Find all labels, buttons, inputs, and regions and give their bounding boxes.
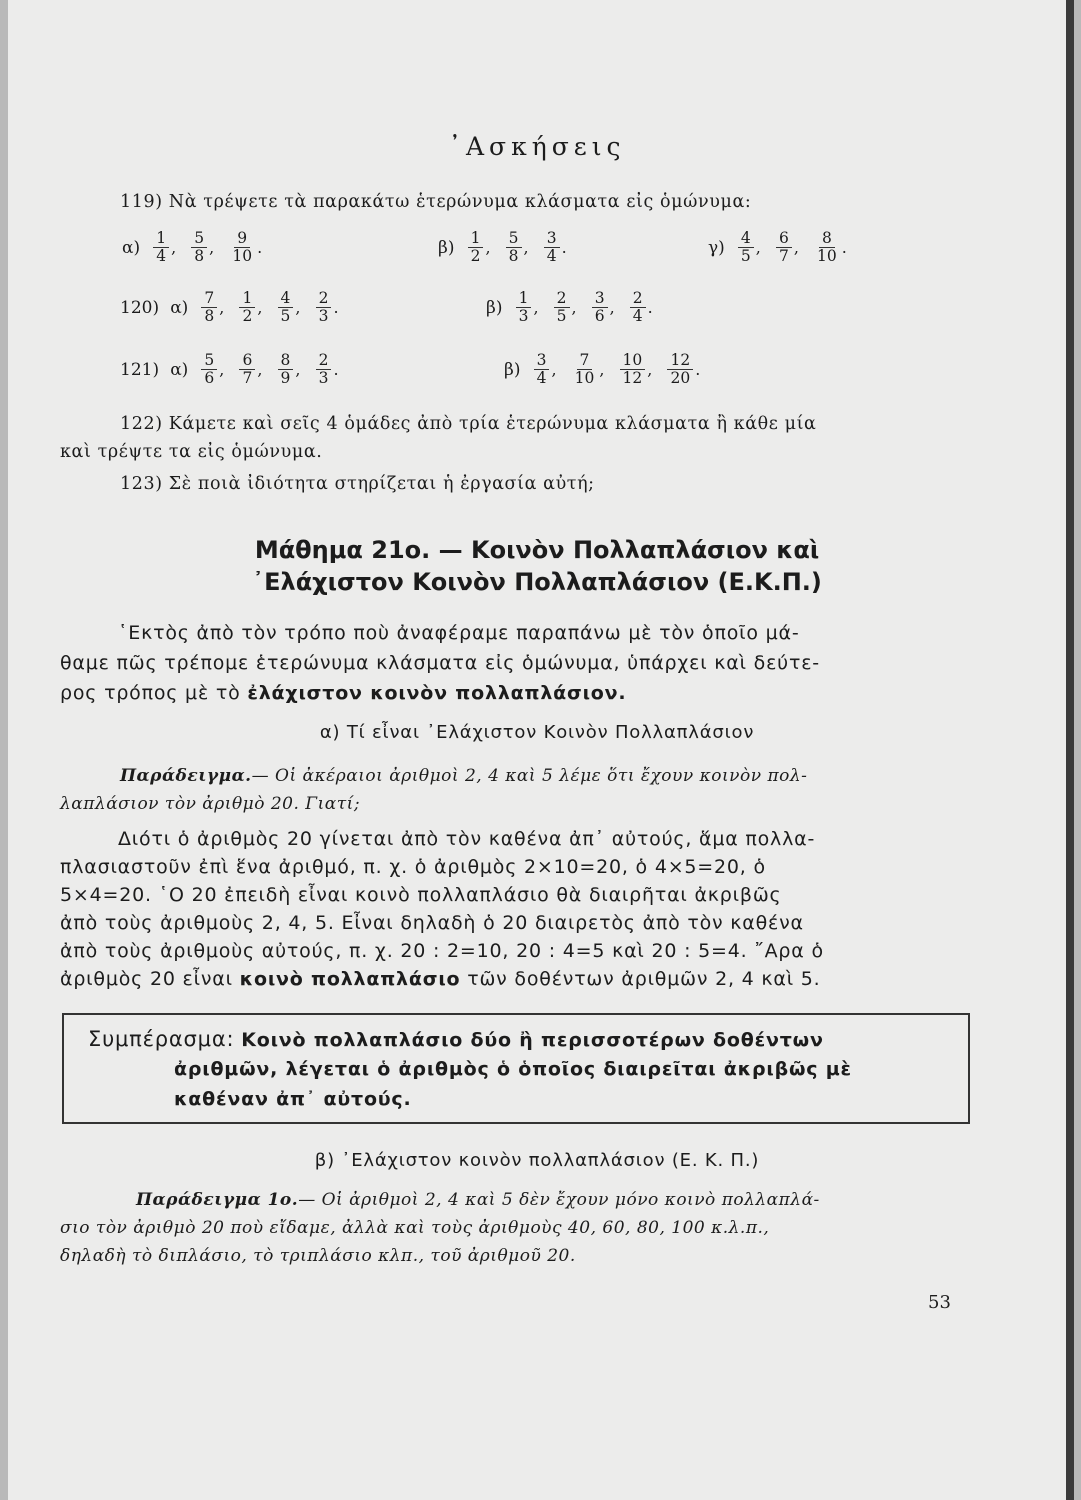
fraction: $\frac{6}{7}$ [776,230,792,265]
exercise-119-text: 119) Νὰ τρέψετε τὰ παρακάτω ἑτερώνυμα κλάσματα εἰς ὁμώνυμα: [120,192,752,212]
option-label: β) [504,359,521,380]
fraction: $\frac{4}{5}$ [278,290,294,325]
exercise-122-line2: καὶ τρέψτε τα εἰς ὁμώνυμα. [60,442,323,462]
page-edge-shadow [1066,0,1074,1500]
option-label: β) [486,297,503,318]
key-term: ἐλάχιστον κοινὸν πολλαπλάσιον. [247,682,627,704]
fraction: $\frac{1}{3}$ [516,290,532,325]
option-label: α) [170,297,189,318]
fraction: $\frac{10}{12}$ [620,352,646,387]
fraction: $\frac{3}{4}$ [544,230,560,265]
conclusion-label: Συμπέρασμα: [88,1027,235,1051]
book-page [8,0,1066,1500]
fraction: $\frac{2}{4}$ [630,290,646,325]
exercise-119-g: γ) $\frac{4}{5}$ , $\frac{6}{7}$ , $\frac{8}{10}$ . [708,229,847,265]
fraction: $\frac{3}{4}$ [534,352,550,387]
example-a-line1: Παράδειγμα.— Οἱ ἀκέραιοι ἀριθμοὶ 2, 4 καὶ 5 λέμε ὅτι ἔχουν κοινὸν πολ- [120,766,808,786]
fraction: $\frac{3}{6}$ [592,290,608,325]
exercise-number: 121) [120,359,160,380]
fraction: $\frac{2}{5}$ [554,290,570,325]
fraction: $\frac{1}{2}$ [239,290,255,325]
section-a-title: α) Τί εἶναι ᾿Ελάχιστον Κοινὸν Πολλαπλάσιον [319,722,755,743]
intro-line2: θαμε πῶς τρέπομε ἑτερώνυμα κλάσματα εἰς ὁμώνυμα, ὑπάρχει καὶ δεύτε- [60,652,820,674]
exercise-123-text: 123) Σὲ ποιὰ ἰδιότητα στηρίζεται ἡ ἐργασία αὐτή; [120,474,595,494]
fraction: $\frac{2}{3}$ [316,290,332,325]
explanation-line4: ἀπὸ τοὺς ἀριθμοὺς 2, 4, 5. Εἶναι δηλαδὴ ὁ 20 διαιρετὸς ἀπὸ τὸν καθένα [60,912,804,934]
explanation-line5: ἀπὸ τοὺς ἀριθμοὺς αὐτούς, π. χ. 20 : 2=10, 20 : 4=5 καὶ 20 : 5=4. ῎Αρα ὁ [60,940,824,962]
explanation-line3: 5×4=20. ῾Ο 20 ἐπειδὴ εἶναι κοινὸ πολλαπλάσιο θὰ διαιρῆται ἀκριβῶς [60,884,782,906]
page-number: 53 [928,1292,951,1313]
fraction: $\frac{5}{8}$ [191,230,207,265]
fraction: $\frac{6}{7}$ [239,352,255,387]
exercise-120-a: 120) α) $\frac{7}{8}$ , $\frac{1}{2}$ , $\frac{4}{5}$ , $\frac{2}{3}$ . [120,289,339,325]
fraction: $\frac{5}{6}$ [201,352,217,387]
fraction: $\frac{2}{3}$ [316,352,332,387]
example-a-line2: λαπλάσιον τὸν ἀριθμὸ 20. Γιατί; [60,794,361,814]
section-b-title: β) ᾿Ελάχιστον κοινὸν πολλαπλάσιον (Ε. Κ. Π.) [314,1150,760,1171]
fraction: $\frac{9}{10}$ [232,229,253,265]
fraction: $\frac{5}{8}$ [506,230,522,265]
fraction: $\frac{4}{5}$ [738,230,754,265]
fraction: $\frac{7}{10}$ [574,351,595,387]
intro-line1: ῾Εκτὸς ἀπὸ τὸν τρόπο ποὺ ἀναφέραμε παραπάνω μὲ τὸν ὁποῖο μά- [118,622,800,644]
fraction: $\frac{12}{20}$ [667,352,693,387]
fraction: $\frac{8}{9}$ [278,352,294,387]
fraction: $\frac{1}{2}$ [468,230,484,265]
lesson-title-line1: Μάθημα 21ο. — Κοινὸν Πολλαπλάσιον καὶ [254,536,820,564]
exercise-119-a: α) $\frac{1}{4}$ , $\frac{5}{8}$ , $\frac{9}{10}$ . [122,229,263,265]
example-1-line3: δηλαδὴ τὸ διπλάσιο, τὸ τριπλάσιο κλπ., τοῦ ἀριθμοῦ 20. [60,1246,576,1266]
intro-line3: ρος τρόπος μὲ τὸ ἐλάχιστον κοινὸν πολλαπλάσιον. [60,682,627,704]
exercise-number: 120) [120,297,160,318]
conclusion-line3: καθέναν ἀπ᾿ αὐτούς. [174,1088,412,1110]
option-label: α) [170,359,189,380]
conclusion-line2: ἀριθμῶν, λέγεται ὁ ἀριθμὸς ὁ ὁποῖος διαιρεῖται ἀκριβῶς μὲ [174,1058,852,1080]
exercise-119-b: β) $\frac{1}{2}$ , $\frac{5}{8}$ , $\frac{3}{4}$ . [438,229,567,265]
fraction: $\frac{8}{10}$ [817,229,837,265]
option-label: γ) [708,237,725,258]
explanation-line6: ἀριθμὸς 20 εἶναι κοινὸ πολλαπλάσιο τῶν δοθέντων ἀριθμῶν 2, 4 καὶ 5. [60,968,821,990]
lesson-title-line2: ᾿Ελάχιστον Κοινὸν Πολλαπλάσιον (Ε.Κ.Π.) [252,568,822,596]
key-term: κοινὸ πολλαπλάσιο [239,968,461,990]
exercise-121-b: β) $\frac{3}{4}$ , $\frac{7}{10}$ , $\frac{10}{12}$ , $\frac{12}{20}$ . [504,351,701,387]
exercise-120-b: β) $\frac{1}{3}$ , $\frac{2}{5}$ , $\frac{3}{6}$ , $\frac{2}{4}$ . [486,289,653,325]
exercises-heading: ᾿Ασκήσεις [448,132,626,161]
fraction: $\frac{7}{8}$ [201,290,217,325]
fraction: $\frac{1}{4}$ [153,230,169,265]
conclusion-line1: Συμπέρασμα: Κοινὸ πολλαπλάσιο δύο ἢ περισσοτέρων δοθέντων [88,1027,824,1051]
option-label: α) [122,237,141,258]
example-1-line2: σιο τὸν ἀριθμὸ 20 ποὺ εἴδαμε, ἀλλὰ καὶ τοὺς ἀριθμοὺς 40, 60, 80, 100 κ.λ.π., [60,1218,770,1238]
explanation-line2: πλασιαστοῦν ἐπὶ ἕνα ἀριθμό, π. χ. ὁ ἀριθμὸς 2×10=20, ὁ 4×5=20, ὁ [60,856,766,878]
explanation-line1: Διότι ὁ ἀριθμὸς 20 γίνεται ἀπὸ τὸν καθένα ἀπ᾿ αὐτούς, ἅμα πολλα- [118,828,816,850]
exercise-122-line1: 122) Κάμετε καὶ σεῖς 4 ὁμάδες ἀπὸ τρία ἑτερώνυμα κλάσματα ἢ κάθε μία [120,414,817,434]
example-1-line1: Παράδειγμα 1ο.— Οἱ ἀριθμοὶ 2, 4 καὶ 5 δὲν ἔχουν μόνο κοινὸ πολλαπλά- [136,1190,820,1210]
exercise-121-a: 121) α) $\frac{5}{6}$ , $\frac{6}{7}$ , $\frac{8}{9}$ , $\frac{2}{3}$ . [120,351,339,387]
option-label: β) [438,237,455,258]
